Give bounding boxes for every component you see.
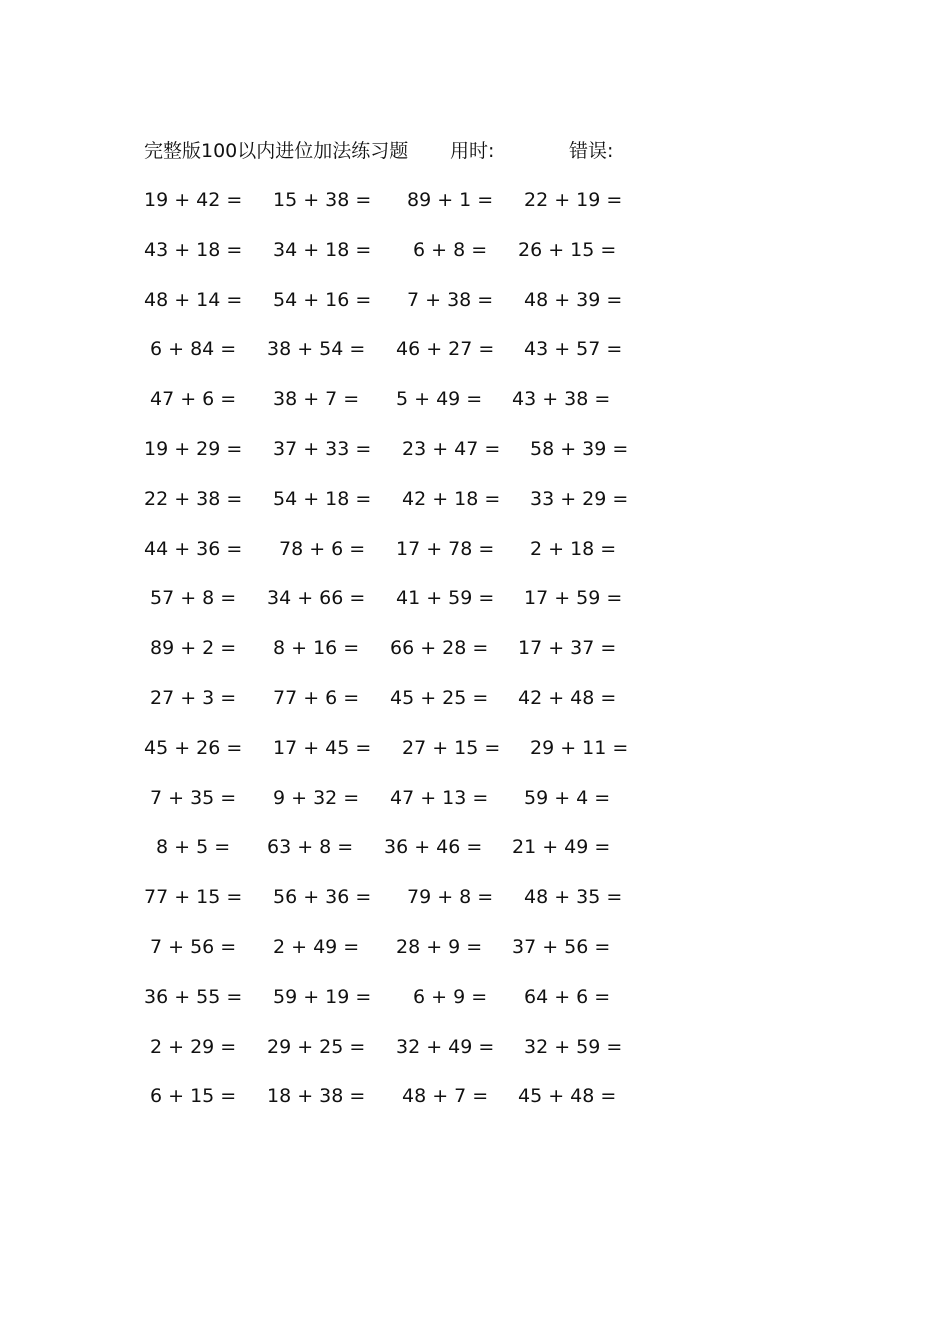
problem-item: 29 + 25 =: [267, 1035, 366, 1058]
problem-item: 33 + 29 =: [530, 487, 629, 510]
problem-row: [0, 1081, 950, 1111]
problem-item: 26 + 15 =: [518, 238, 617, 261]
problem-item: 34 + 66 =: [267, 587, 366, 610]
problem-item: 44 + 36 =: [144, 537, 243, 560]
problem-item: 46 + 27 =: [396, 338, 495, 361]
problem-item: 21 + 49 =: [512, 836, 611, 859]
problem-item: 56 + 36 =: [273, 886, 372, 909]
problem-item: 43 + 18 =: [144, 238, 243, 261]
problem-item: 54 + 16 =: [273, 288, 372, 311]
problem-item: 6 + 8 =: [413, 238, 488, 261]
problem-item: 45 + 48 =: [518, 1085, 617, 1108]
problem-item: 48 + 14 =: [144, 288, 243, 311]
problem-row: [0, 484, 950, 514]
problem-row: [0, 1032, 950, 1062]
problem-row: [0, 583, 950, 613]
problem-item: 9 + 32 =: [273, 786, 360, 809]
problem-item: 64 + 6 =: [524, 985, 611, 1008]
problem-item: 43 + 38 =: [512, 388, 611, 411]
problem-item: 45 + 26 =: [144, 736, 243, 759]
problem-item: 27 + 3 =: [150, 687, 237, 709]
problem-row: [0, 285, 950, 315]
problem-item: 19 + 42 =: [144, 189, 243, 211]
problem-item: 57 + 8 =: [150, 587, 237, 610]
problem-row: [0, 783, 950, 813]
worksheet-title: 完整版100以内进位加法练习题: [144, 140, 409, 162]
problem-row: [0, 932, 950, 962]
problem-item: 47 + 6 =: [150, 388, 237, 411]
problem-row: [0, 384, 950, 414]
problem-item: 8 + 5 =: [156, 836, 231, 859]
problem-row: [0, 633, 950, 663]
problem-item: 59 + 19 =: [273, 985, 372, 1008]
problem-item: 54 + 18 =: [273, 487, 372, 510]
problem-item: 42 + 18 =: [402, 487, 501, 510]
problem-item: 7 + 38 =: [407, 288, 494, 311]
problem-item: 63 + 8 =: [267, 836, 354, 859]
problem-item: 27 + 15 =: [402, 736, 501, 759]
problem-item: 79 + 8 =: [407, 886, 494, 909]
problem-item: 66 + 28 =: [390, 637, 489, 660]
problem-item: 37 + 56 =: [512, 936, 611, 958]
problem-item: 37 + 33 =: [273, 438, 372, 460]
problem-item: 5 + 49 =: [396, 388, 483, 411]
problem-item: 29 + 11 =: [530, 736, 629, 759]
problem-item: 15 + 38 =: [273, 189, 372, 211]
problem-row: [0, 982, 950, 1012]
problem-item: 2 + 18 =: [530, 537, 617, 560]
problem-row: [0, 882, 950, 912]
problem-item: 28 + 9 =: [396, 936, 483, 958]
problem-item: 45 + 25 =: [390, 687, 489, 709]
problem-item: 17 + 45 =: [273, 736, 372, 759]
problem-item: 17 + 59 =: [524, 587, 623, 610]
problem-item: 38 + 54 =: [267, 338, 366, 361]
problem-item: 58 + 39 =: [530, 438, 629, 460]
problem-item: 89 + 2 =: [150, 637, 237, 660]
problem-item: 6 + 15 =: [150, 1085, 237, 1108]
problem-item: 7 + 56 =: [150, 936, 237, 958]
problem-item: 17 + 37 =: [518, 637, 617, 660]
problem-item: 42 + 48 =: [518, 687, 617, 709]
problem-item: 36 + 46 =: [384, 836, 483, 859]
problem-item: 59 + 4 =: [524, 786, 611, 809]
problem-item: 22 + 19 =: [524, 189, 623, 211]
problem-item: 34 + 18 =: [273, 238, 372, 261]
problem-item: 17 + 78 =: [396, 537, 495, 560]
problem-item: 36 + 55 =: [144, 985, 243, 1008]
problem-row: [0, 534, 950, 564]
problem-item: 23 + 47 =: [402, 438, 501, 460]
problem-item: 18 + 38 =: [267, 1085, 366, 1108]
problem-item: 7 + 35 =: [150, 786, 237, 809]
problem-item: 43 + 57 =: [524, 338, 623, 361]
problem-item: 78 + 6 =: [279, 537, 366, 560]
problem-item: 41 + 59 =: [396, 587, 495, 610]
problem-item: 89 + 1 =: [407, 189, 494, 211]
problem-row: [0, 235, 950, 265]
problem-row: [0, 334, 950, 364]
problem-row: [0, 434, 950, 464]
problem-row: [0, 832, 950, 862]
problem-item: 6 + 9 =: [413, 985, 488, 1008]
problem-row: [0, 733, 950, 763]
problem-item: 2 + 49 =: [273, 936, 360, 958]
time-label: 用时:: [450, 140, 495, 162]
problem-item: 32 + 49 =: [396, 1035, 495, 1058]
problem-item: 77 + 6 =: [273, 687, 360, 709]
problem-item: 48 + 7 =: [402, 1085, 489, 1108]
problem-item: 6 + 84 =: [150, 338, 237, 361]
problem-item: 48 + 39 =: [524, 288, 623, 311]
problem-item: 47 + 13 =: [390, 786, 489, 809]
problem-item: 2 + 29 =: [150, 1035, 237, 1058]
problem-item: 8 + 16 =: [273, 637, 360, 660]
problem-item: 19 + 29 =: [144, 438, 243, 460]
problem-item: 22 + 38 =: [144, 487, 243, 510]
errors-label: 错误:: [569, 140, 614, 162]
problem-item: 38 + 7 =: [273, 388, 360, 411]
problem-item: 32 + 59 =: [524, 1035, 623, 1058]
problem-row: [0, 185, 950, 215]
problem-row: [0, 683, 950, 713]
problem-item: 48 + 35 =: [524, 886, 623, 909]
problem-item: 77 + 15 =: [144, 886, 243, 909]
